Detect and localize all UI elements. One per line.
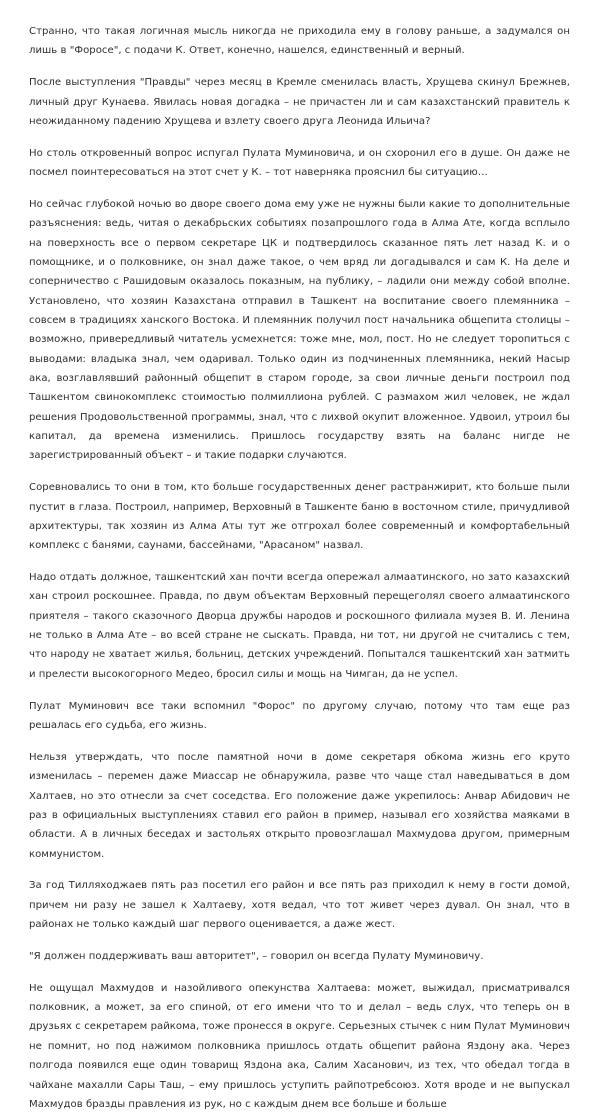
paragraph: Странно, что такая логичная мысль никогда не приходила ему в голову раньше, а задумался он лишь в "Форосе", с подачи К. Ответ, конечно, нашелся, единственный и верный. bbox=[29, 26, 570, 57]
paragraph: Надо отдать должное, ташкентский хан почти всегда опережал алмаатинского, но зато казахский хан строил роскошнее. Правда, по двум объектам Верховный перещеголял своего алмаатинского приятеля – такого сказочного Дворца дружбы народов и роскошного филиала музея В. И. Ленина не только в Алма Ате – во всей стране не сыскать. Правда, ни тот, ни другой не считались с тем, что народу не хватает жилья, больниц, детских учреждений. Попытался ташкентский хан затмить и прелести высокогорного Медео, бросил силы и мощь на Чимган, да не успел. bbox=[29, 572, 570, 680]
paragraph: Но сейчас глубокой ночью во дворе своего дома ему уже не нужны были какие то дополнительные разъяснения: ведь, читая о декабрьских событиях позапрошлого года в Алма Ате, когда всплыло на поверхность все о первом секретаре ЦК и подтвердилось сказанное пять лет назад К. и о помощнике, и о полковнике, он знал даже такое, о чем вряд ли догадывался и сам К. На деле и соперничество с Рашидовым оказалось показным, на публику, – ладили они между собой вполне. Установлено, что хозяин Казахстана отправил в Ташкент на воспитание своего племянника – совсем в традициях ханского Востока. И племянник получил пост начальника общепита столицы – возможно, привередливый читатель усмехнется: тоже мне, мол, пост. Но не следует торопиться с выводами: владыка знал, чем одаривал. Только один из подчиненных племянника, некий Насыр ака, возглавлявший районный общепит в старом городе, за свои личные деньги построил под Ташкентом свинокомплекс стоимостью полмиллиона рублей. С размахом жил человек, не ждал решения Продовольственной программы, знал, что с лихвой окупит вложенное. Удвоил, утроил бы капитал, да времена изменились. Пришлось государству взять на баланс нигде не зарегистрированный объект – и такие подарки случаются. bbox=[29, 198, 570, 462]
paragraph: "Я должен поддерживать ваш авторитет", – говорил он всегда Пулату Муминовичу. bbox=[29, 950, 484, 962]
paragraph: Соревновались то они в том, кто больше государственных денег растранжирит, кто больше пыли пустит в глаза. Построил, например, Верховный в Ташкенте баню в восточном стиле, причудливой архитектуры, так хозяин из Алма Аты тут же отгрохал более современный и комфортабельный комплекс с банями, саунами, бассейнами, "Арасаном" назвал. bbox=[29, 482, 570, 552]
paragraph: Пулат Муминович все таки вспомнил "Форос" по другому случаю, потому что там еще раз решалась его судьба, его жизнь. bbox=[29, 700, 570, 731]
paragraph: За год Тилляходжаев пять раз посетил его район и все пять раз приходил к нему в гости домой, причем ни разу не зашел к Халтаеву, хотя ведал, что тот живет через дувал. Он знал, что в районах не только каждый шаг первого оценивается, а даже жест. bbox=[29, 880, 570, 931]
paragraph: Не ощущал Махмудов и назойливого опекунства Халтаева: может, выжидал, присматривался полковник, а может, за его спиной, от его имени что то и делал – ведь слух, что теперь он в друзьях с секретарем райкома, тоже пронесся в округе. Серьезных стычек с ним Пулат Муминович не помнит, но под нажимом полковника пришлось отдать общепит района Яздону ака. Через полгода появился еще один товарищ Яздона ака, Салим Хасанович, из тех, что обедал тогда в чайхане махалли Сары Таш, – ему пришлось уступить райпотребсоюз. Хотя вроде и не выпускал Махмудов бразды правления из рук, но с каждым днем все больше и больше bbox=[29, 982, 570, 1110]
paragraph: После выступления "Правды" через месяц в Кремле сменилась власть, Хрущева скинул Брежнев, личный друг Кунаева. Явилась новая догадка – не причастен ли и сам казахстанский правитель к неожиданному падению Хрущева и взлету своего друга Леонида Ильича? bbox=[29, 77, 570, 127]
paragraph: Но столь откровенный вопрос испугал Пулата Муминовича, и он схоронил его в душе. Он даже не посмел поинтересоваться на этот счет у К. – тот наверняка прояснил бы ситуацию… bbox=[29, 147, 570, 179]
paragraph: Нельзя утверждать, что после памятной ночи в доме секретаря обкома жизнь его круто изменилась – перемен даже Миассар не обнаружила, разве что чаще стал наведываться в дом Халтаев, но это отнесли за счет соседства. Его положение даже укрепилось: Анвар Абидович не раз в официальных выступлениях ставил его район в пример, называл его хозяйства маяками в области. А в личных беседах и застольях открыто провозглашал Махмудова другом, примерным коммунистом. bbox=[29, 751, 570, 860]
